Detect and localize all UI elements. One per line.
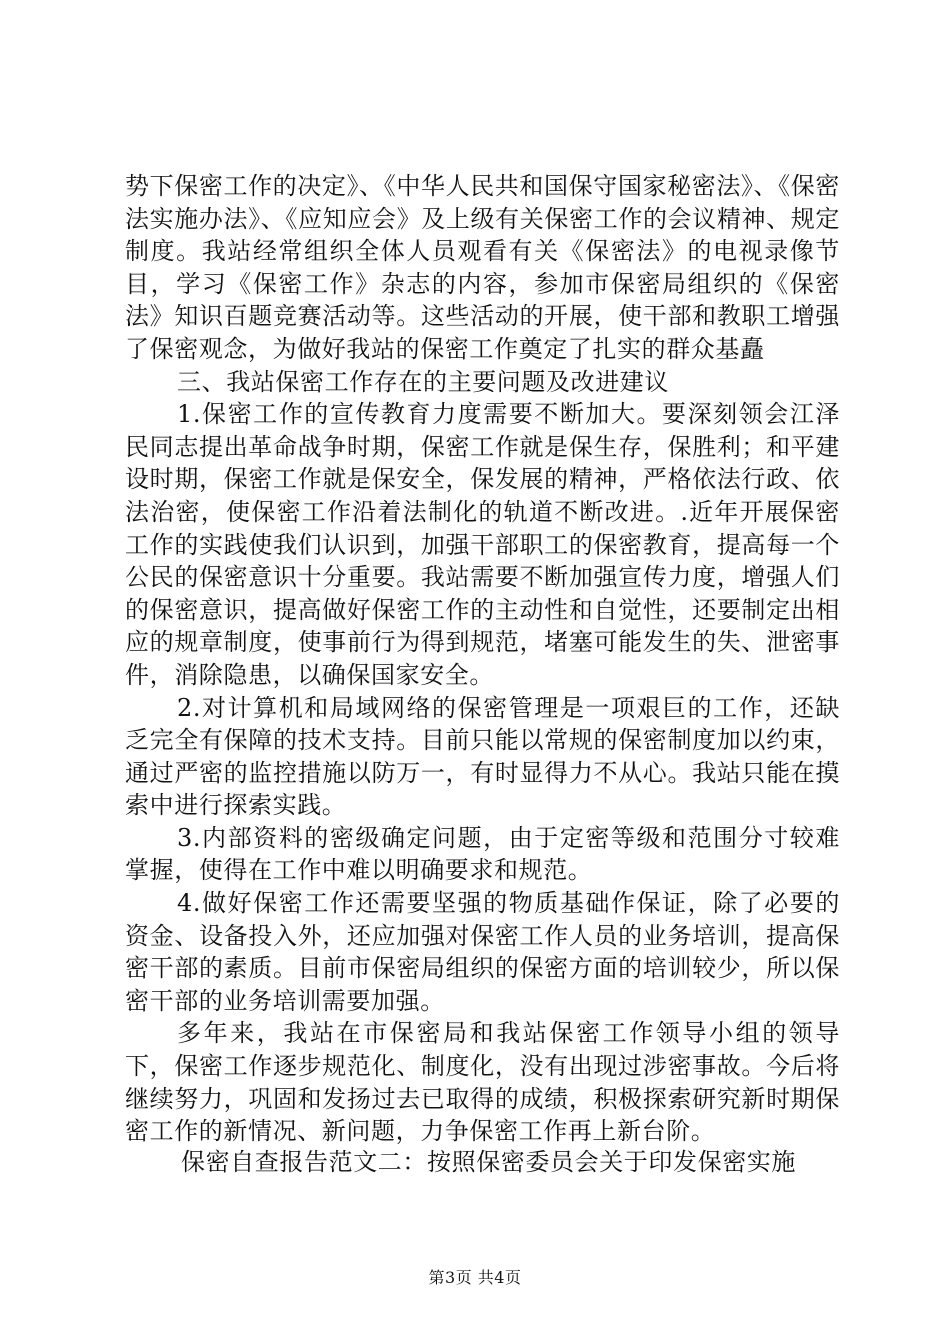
section-heading-3: 三、我站保密工作存在的主要问题及改进建议	[177, 367, 669, 396]
paragraph-item-2: 2.对计算机和局域网络的保密管理是一项艰巨的工作，还缺乏完全有保障的技术支持。目前只能以常规的保密制度加以约束，通过严密的监控措施以防万一，有时显得力不从心。我站只能在摸索中进行探索实践。	[125, 693, 840, 820]
paragraph-item-1: 1.保密工作的宣传教育力度需要不断加大。要深刻领会江泽民同志提出革命战争时期，保密工作就是保生存，保胜利；和平建设时期，保密工作就是保安全，保发展的精神，严格依法行政、依法治密，使保密工作沿着法制化的轨道不断改进。.近年开展保密工作的实践使我们认识到，加强干部职工的保密教育，提高每一个公民的保密意识十分重要。我站需要不断加强宣传力度，增强人们的保密意识，提高做好保密工作的主动性和自觉性，还要制定出相应的规章制度，使事前行为得到规范，堵塞可能发生的失、泄密事件，消除隐患，以确保国家安全。	[125, 400, 840, 689]
paragraph-conclusion: 多年来，我站在市保密局和我站保密工作领导小组的领导下，保密工作逐步规范化、制度化，没有出现过涉密事故。今后将继续努力，巩固和发扬过去已取得的成绩，积极探索研究新时期保密工作的新情况、新问题，力争保密工作再上新台阶。	[125, 1019, 840, 1146]
paragraph-item-3: 3.内部资料的密级确定问题，由于定密等级和范围分寸较难掌握，使得在工作中难以明确要求和规范。	[125, 823, 840, 885]
document-body	[125, 170, 840, 1148]
page-footer: 第3页 共4页	[428, 1268, 522, 1287]
paragraph-1: 势下保密工作的决定》、《中华人民共和国保守国家秘密法》、《保密法实施办法》、《应知应会》及上级有关保密工作的会议精神、规定制度。我站经常组织全体人员观看有关《保密法》的电视录像节目，学习《保密工作》杂志的内容，参加市保密局组织的《保密法》知识百题竞赛活动等。这些活动的开展，使干部和教职工增强了保密观念，为做好我站的保密工作奠定了扎实的群众基矗	[125, 172, 840, 363]
paragraph-item-4: 4.做好保密工作还需要坚强的物质基础作保证，除了必要的资金、设备投入外，还应加强对保密工作人员的业务培训，提高保密干部的素质。目前市保密局组织的保密方面的培训较少，所以保密干部的业务培训需要加强。	[125, 889, 840, 1015]
sample-two-heading: 保密自查报告范文二：按照保密委员会关于印发保密实施	[181, 1148, 796, 1176]
